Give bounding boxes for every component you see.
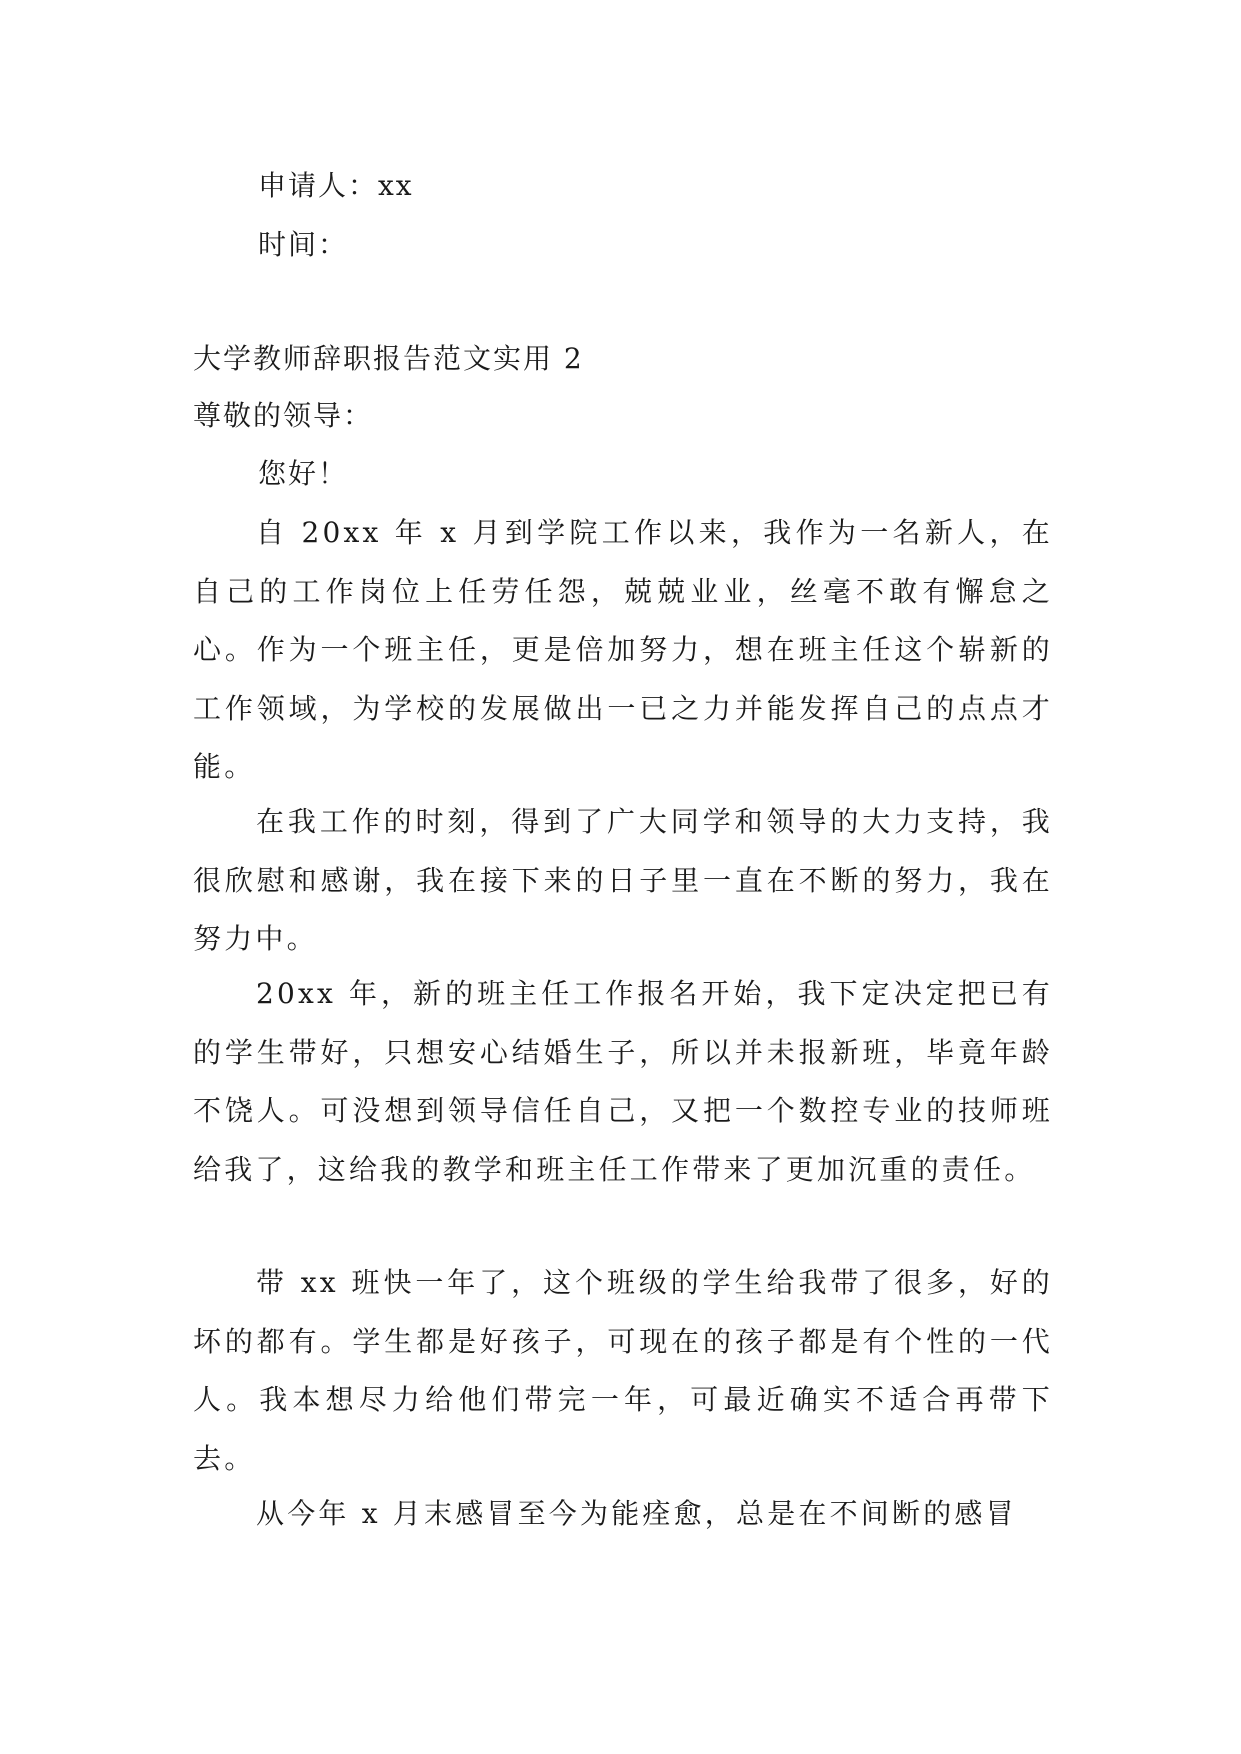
applicant-line: 申请人：xx <box>258 169 414 202</box>
document-title: 大学教师辞职报告范文实用 2 <box>193 342 584 375</box>
paragraph-4: 带 xx 班快一年了，这个班级的学生给我带了很多，好的坏的都有。学生都是好孩子，可现在的孩子都是有个性的一代人。我本想尽力给他们带完一年，可最近确实不适合再带下去。 <box>193 1266 1053 1475</box>
paragraph-5: 从今年 x 月末感冒至今为能痊愈，总是在不间断的感冒 <box>256 1497 1017 1530</box>
salutation: 尊敬的领导： <box>193 399 374 432</box>
paragraph-1: 自 20xx 年 x 月到学院工作以来，我作为一名新人，在自己的工作岗位上任劳任怨，兢兢业业，丝毫不敢有懈怠之心。作为一个班主任，更是倍加努力，想在班主任这个崭新的工作领域，为学校的发展做出一已之力并能发挥自己的点点才能。 <box>193 516 1053 783</box>
date-line: 时间： <box>258 228 349 261</box>
paragraph-2: 在我工作的时刻，得到了广大同学和领导的大力支持，我很欣慰和感谢，我在接下来的日子里一直在不断的努力，我在努力中。 <box>193 805 1053 955</box>
paragraph-3: 20xx 年，新的班主任工作报名开始，我下定决定把已有的学生带好，只想安心结婚生子，所以并未报新班，毕竟年龄不饶人。可没想到领导信任自己，又把一个数控专业的技师班给我了，这给我的教学和班主任工作带来了更加沉重的责任。 <box>193 977 1053 1186</box>
greeting: 您好！ <box>258 457 349 490</box>
